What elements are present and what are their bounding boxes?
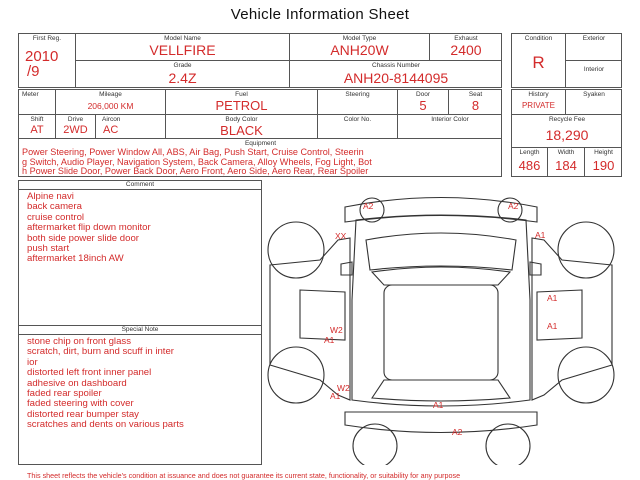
height-value: 190 xyxy=(592,158,615,173)
damage-mark: A1 xyxy=(547,293,558,303)
history-label: History xyxy=(528,91,549,98)
damage-mark: A1 xyxy=(535,230,546,240)
exhaust-label: Exhaust xyxy=(454,35,478,42)
shift-cell xyxy=(19,115,56,139)
steering-label: Steering xyxy=(345,91,370,98)
comment-line: Alpine navi xyxy=(27,191,74,202)
comment-line: push start xyxy=(27,243,70,255)
side-right-door xyxy=(537,290,582,340)
hood xyxy=(366,233,516,270)
model-name-cell xyxy=(76,34,290,61)
equipment-text xyxy=(22,148,372,177)
height-label: Height xyxy=(594,149,613,156)
damage-mark: XX xyxy=(335,231,347,241)
special-note-line: distorted left front inner panel xyxy=(27,367,152,379)
mileage-label: Mileage xyxy=(99,91,122,98)
seat-value: 8 xyxy=(471,98,480,113)
comment-label: Comment xyxy=(125,181,155,188)
seat-cell xyxy=(449,90,502,115)
fuel-cell xyxy=(166,90,318,115)
length-cell xyxy=(512,148,548,177)
side-left xyxy=(270,238,350,400)
damage-mark: A1 xyxy=(324,335,335,345)
length-label: Length xyxy=(519,149,540,156)
aircon-value: AC xyxy=(103,124,119,136)
body-color-label: Body Color xyxy=(225,116,258,123)
equipment-label: Equipment xyxy=(244,140,277,147)
condition-table xyxy=(511,33,622,88)
equipment-line: h Power Slide Door, Power Back Door, Aero Front, Aero Side, Aero Rear, Rear Spoiler xyxy=(22,166,369,177)
grade-cell xyxy=(76,61,290,88)
equipment-line: Power Steering, Power Window All, ABS, Air Bag, Push Start, Cruise Control, Steerin xyxy=(22,147,364,157)
fuel-value: PETROL xyxy=(215,98,268,113)
condition-value: R xyxy=(532,53,545,72)
side-right xyxy=(532,238,612,400)
aircon-cell xyxy=(96,115,166,139)
comment-box xyxy=(18,180,262,326)
width-cell xyxy=(548,148,585,177)
wheel-front-right xyxy=(558,222,614,278)
length-value: 486 xyxy=(518,158,541,173)
damage-mark: A2 xyxy=(508,201,519,211)
exhaust-value: 2400 xyxy=(450,42,482,58)
chassis-value: ANH20-8144095 xyxy=(343,70,449,86)
fuel-label: Fuel xyxy=(235,91,248,98)
footer-disclaimer: This sheet reflects the vehicle's condition at issuance and does not guarantee its current state, functionality, or suitability for any purpose xyxy=(27,471,461,480)
meter-cell xyxy=(19,90,56,115)
first-reg-month: /9 xyxy=(27,63,40,80)
mileage-value: 206,000 KM xyxy=(87,101,134,111)
model-type-label: Model Type xyxy=(342,35,377,42)
body-color-cell xyxy=(166,115,318,139)
width-label: Width xyxy=(557,149,575,156)
model-type-cell xyxy=(290,34,430,61)
model-type-value: ANH20W xyxy=(330,42,389,58)
syaken-cell xyxy=(566,90,622,115)
syaken-label: Syaken xyxy=(583,91,605,98)
special-note-line: faded rear spoiler xyxy=(27,388,102,400)
equipment-line: g Switch, Audio Player, Navigation System, Back Camera, Alloy Wheels, Fog Light, Bot xyxy=(22,156,372,167)
car-damage-diagram xyxy=(262,180,622,465)
wheel-rear-left xyxy=(268,347,324,403)
damage-mark: A1 xyxy=(330,391,341,401)
equipment-cell xyxy=(19,139,502,177)
grade-label: Grade xyxy=(173,62,192,69)
wheel-front-left xyxy=(268,222,324,278)
comment-line: back camera xyxy=(27,201,82,213)
chassis-label: Chassis Number xyxy=(371,62,421,69)
history-value: PRIVATE xyxy=(521,101,556,110)
drive-label: Drive xyxy=(67,116,84,123)
special-note-box xyxy=(18,325,262,465)
drive-cell xyxy=(56,115,96,139)
interior-cell xyxy=(566,61,622,88)
comment-line: aftermarket flip down monitor xyxy=(27,222,151,234)
door-cell xyxy=(398,90,449,115)
height-cell xyxy=(585,148,622,177)
windshield xyxy=(372,267,510,285)
damage-mark: W2 xyxy=(330,325,343,335)
seat-label: Seat xyxy=(468,91,483,98)
condition-label: Condition xyxy=(524,35,553,42)
interior-color-cell xyxy=(398,115,502,139)
special-note-list xyxy=(27,337,184,431)
model-name-value: VELLFIRE xyxy=(149,42,216,58)
damage-mark: A1 xyxy=(433,400,444,410)
recycle-value: 18,290 xyxy=(545,127,589,143)
damage-mark: A2 xyxy=(452,427,463,437)
recycle-cell xyxy=(512,115,622,148)
grade-value: 2.4Z xyxy=(168,70,197,86)
special-note-line: stone chip on front glass xyxy=(27,336,131,347)
history-table xyxy=(511,89,622,177)
body-top xyxy=(352,215,530,406)
condition-cell xyxy=(512,34,566,88)
mileage-cell xyxy=(56,90,166,115)
aircon-label: Aircon xyxy=(102,116,121,123)
model-name-label: Model Name xyxy=(164,35,201,42)
recycle-label: Recycle Fee xyxy=(548,116,586,123)
comment-line: aftermarket 18inch AW xyxy=(27,253,124,265)
drive-value: 2WD xyxy=(63,124,88,136)
comment-list xyxy=(27,192,151,265)
body-color-value: BLACK xyxy=(220,123,263,138)
special-note-line: faded steering with cover xyxy=(27,398,134,410)
meter-label: Meter xyxy=(22,91,39,98)
roof xyxy=(384,285,498,380)
color-no-cell xyxy=(318,115,398,139)
shift-label: Shift xyxy=(30,116,44,123)
damage-mark: A1 xyxy=(547,321,558,331)
color-no-label: Color No. xyxy=(343,116,372,123)
exhaust-cell xyxy=(430,34,502,61)
damage-mark: A2 xyxy=(363,201,374,211)
special-note-line: distorted rear bumper stay xyxy=(27,408,139,420)
comment-line: cruise control xyxy=(27,211,85,223)
damage-mark: W2 xyxy=(337,383,350,393)
first-reg-label: First Reg. xyxy=(32,35,62,42)
special-note-line: scratches and dents on various parts xyxy=(27,419,184,431)
first-reg-year: 2010 xyxy=(25,48,59,65)
sheet-title: Vehicle Information Sheet xyxy=(230,6,410,23)
shift-value: AT xyxy=(30,124,44,136)
special-note-line: adhesive on dashboard xyxy=(27,377,127,389)
door-value: 5 xyxy=(419,98,427,113)
steering-cell xyxy=(318,90,398,115)
interior-label: Interior xyxy=(583,66,605,73)
exterior-label: Exterior xyxy=(582,35,606,42)
vehicle-info-table xyxy=(18,33,502,88)
comment-line: both side power slide door xyxy=(27,232,139,244)
interior-color-label: Interior Color xyxy=(431,116,469,123)
wheel-rear-right xyxy=(558,347,614,403)
first-reg-cell xyxy=(19,34,76,88)
special-note-line: ior xyxy=(27,356,38,368)
door-label: Door xyxy=(415,91,431,98)
chassis-cell xyxy=(290,61,502,88)
special-note-label: Special Note xyxy=(121,326,159,333)
width-value: 184 xyxy=(555,158,577,173)
history-cell xyxy=(512,90,566,115)
rear-window xyxy=(372,380,510,401)
exterior-cell xyxy=(566,34,622,61)
special-note-line: scratch, dirt, burn and scuff in inter xyxy=(27,346,174,358)
spec-table xyxy=(18,89,502,177)
rear-bumper xyxy=(345,412,537,433)
